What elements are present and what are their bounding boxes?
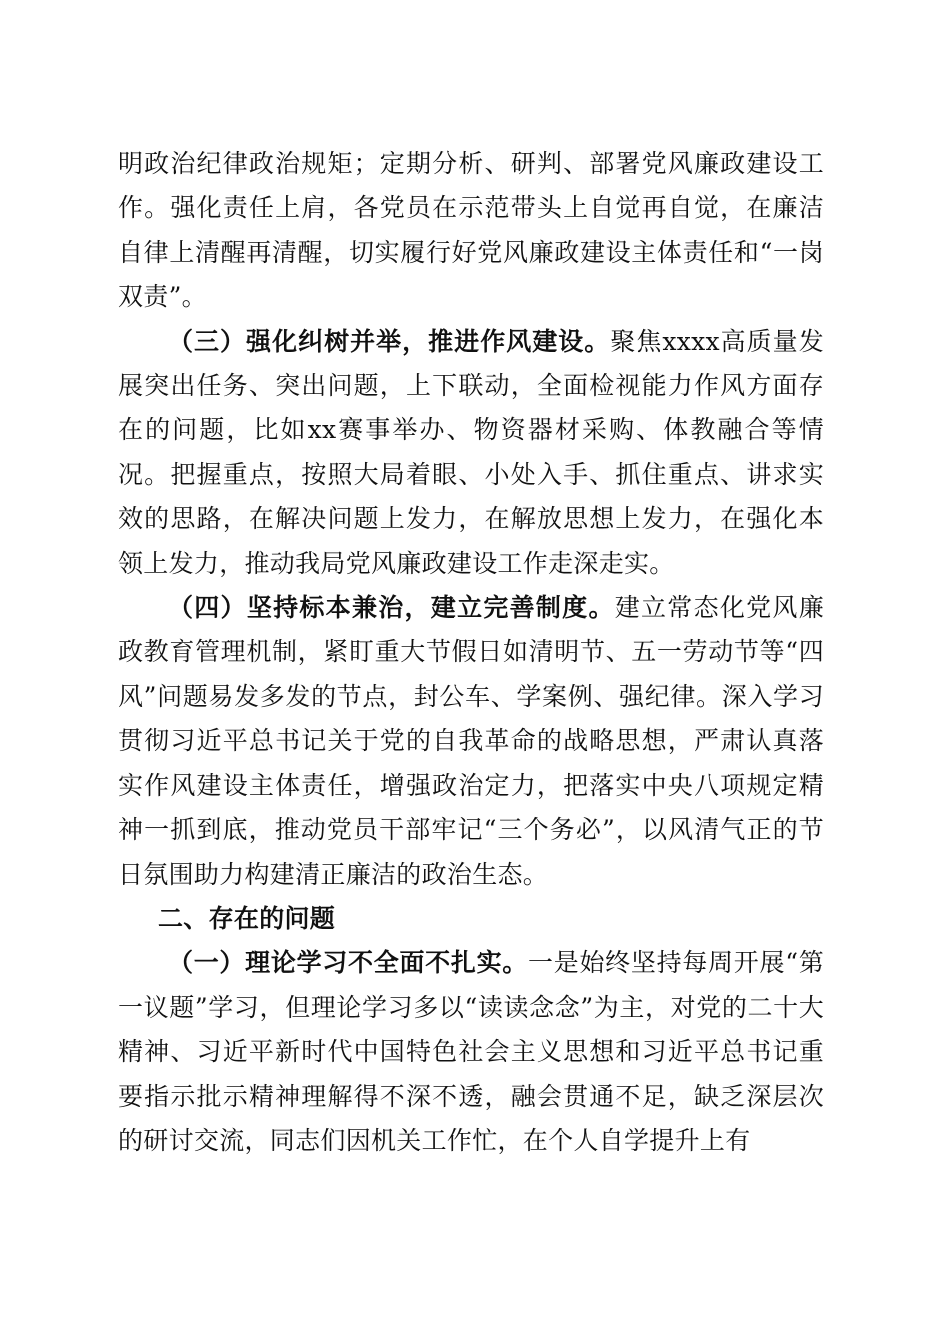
document-body bbox=[118, 142, 824, 1163]
paragraph-continuation-text: 明政治纪律政治规矩；定期分析、研判、部署党风廉政建设工作。强化责任上肩，各党员在示范带头上自觉再自觉，在廉洁自律上清醒再清醒，切实履行好党风廉政建设主体责任和“一岗双责”。 bbox=[118, 149, 824, 312]
paragraph-section-3-lead: （三）强化纠树并举，推进作风建设。 bbox=[168, 326, 611, 356]
section-heading-problems: 二、存在的问题 bbox=[158, 903, 336, 933]
paragraph-problem-1-lead: （一）理论学习不全面不扎实。 bbox=[168, 948, 529, 978]
paragraph-section-3-text: 聚焦xxxx高质量发展突出任务、突出问题，上下联动，全面检视能力作风方面存在的问题，比如xx赛事举办、物资器材采购、体教融合等情况。把握重点，按照大局着眼、小处入手、抓住重点、讲求实效的思路，在解决问题上发力，在解放思想上发力，在强化本领上发力，推动我局党风廉政建设工作走深走实。 bbox=[118, 326, 824, 578]
paragraph-section-4 bbox=[118, 586, 824, 897]
paragraph-section-3 bbox=[118, 320, 824, 586]
paragraph-problem-1 bbox=[118, 941, 824, 1163]
paragraph-continuation bbox=[118, 142, 824, 320]
paragraph-section-4-lead: （四）坚持标本兼治，建立完善制度。 bbox=[168, 593, 615, 623]
paragraph-problem-1-text: 一是始终坚持每周开展“第一议题”学习，但理论学习多以“读读念念”为主，对党的二十大精神、习近平新时代中国特色社会主义思想和习近平总书记重要指示批示精神理解得不深不透，融会贯通不足，缺乏深层次的研讨交流，同志们因机关工作忙，在个人自学提升上有 bbox=[118, 948, 824, 1155]
paragraph-section-4-text: 建立常态化党风廉政教育管理机制，紧盯重大节假日如清明节、五一劳动节等“四风”问题易发多发的节点，封公车、学案例、强纪律。深入学习贯彻习近平总书记关于党的自我革命的战略思想，严肃认真落实作风建设主体责任，增强政治定力，把落实中央八项规定精神一抓到底，推动党员干部牢记“三个务必”，以风清气正的节日氛围助力构建清正廉洁的政治生态。 bbox=[118, 593, 825, 889]
